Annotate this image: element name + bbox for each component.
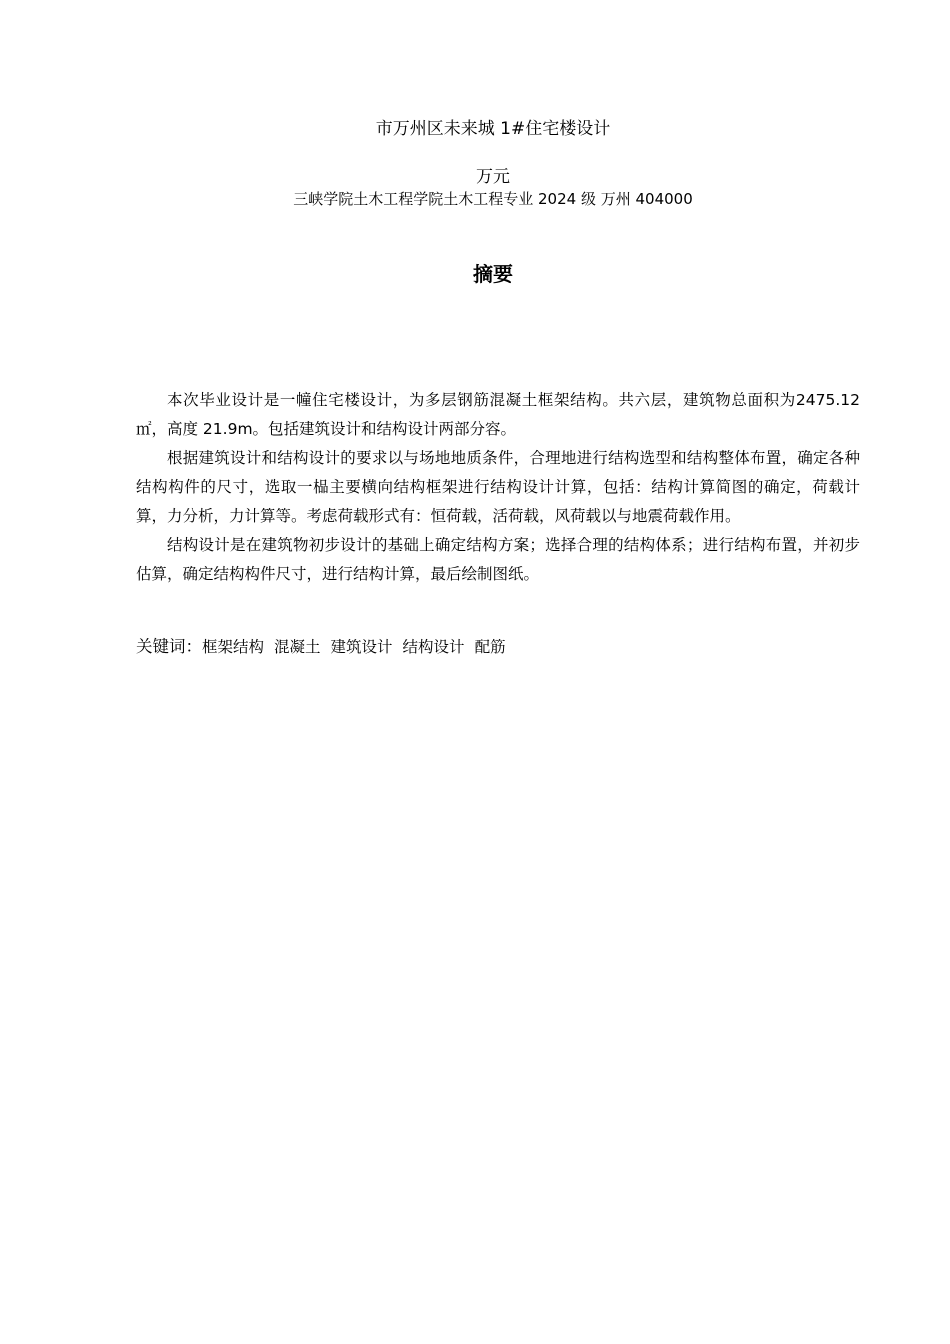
keywords-line bbox=[136, 634, 860, 660]
keyword-item: 混凝土 bbox=[274, 638, 321, 656]
abstract-paragraph: 结构设计是在建筑物初步设计的基础上确定结构方案；选择合理的结构体系；进行结构布置，并初步估算，确定结构构件尺寸，进行结构计算，最后绘制图纸。 bbox=[136, 536, 860, 583]
abstract-paragraph: 根据建筑设计和结构设计的要求以与场地地质条件，合理地进行结构选型和结构整体布置，确定各种结构构件的尺寸，选取一榀主要横向结构框架进行结构设计计算，包括：结构计算简图的确定，荷载计算，力分析，力计算等。考虑荷载形式有：恒荷载，活荷载，风荷载以与地震荷载作用。 bbox=[136, 449, 860, 525]
paper-title: 市万州区未来城 1#住宅楼设计 bbox=[375, 119, 611, 139]
keywords-label: 关键词： bbox=[136, 637, 202, 656]
author-name: 万元 bbox=[476, 167, 510, 187]
keyword-item: 配筋 bbox=[474, 638, 506, 656]
abstract-heading: 摘要 bbox=[473, 262, 513, 286]
author-affiliation: 三峡学院土木工程学院土木工程专业 2024 级 万州 404000 bbox=[293, 190, 693, 208]
abstract-body bbox=[136, 386, 860, 589]
keyword-item: 建筑设计 bbox=[330, 638, 393, 656]
keyword-item: 框架结构 bbox=[202, 638, 265, 656]
abstract-paragraph: 本次毕业设计是一幢住宅楼设计，为多层钢筋混凝土框架结构。共六层，建筑物总面积为2475.12㎡，高度 21.9m。包括建筑设计和结构设计两部分容。 bbox=[136, 391, 860, 438]
keyword-item: 结构设计 bbox=[402, 638, 465, 656]
